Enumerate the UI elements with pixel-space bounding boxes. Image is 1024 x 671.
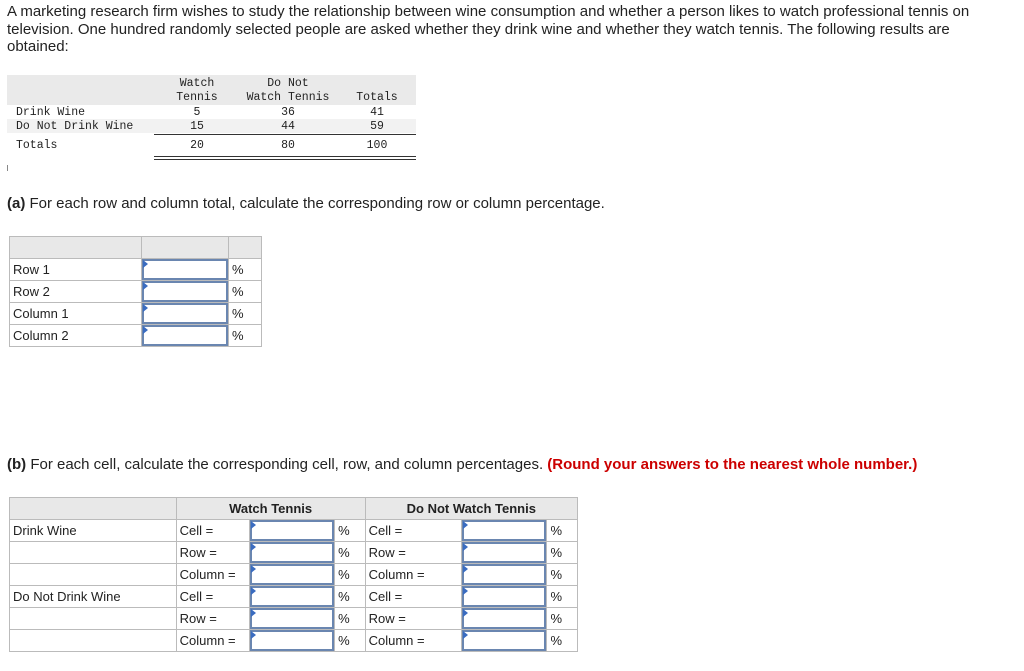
contingency-table <box>7 75 416 171</box>
header-not-watch-tennis: Do Not Watch Tennis <box>365 498 577 520</box>
sub-label: Cell = <box>176 586 249 608</box>
cell: 100 <box>366 139 388 152</box>
sub-label: Column = <box>176 630 249 652</box>
part-a-question <box>7 195 605 212</box>
part-a-label: (a) <box>7 195 26 212</box>
sub-label: Row = <box>176 542 249 564</box>
group-label: Drink Wine <box>10 520 177 542</box>
cell: 80 <box>281 139 295 152</box>
ndw-watch-col-input[interactable] <box>250 630 334 651</box>
divider <box>154 134 416 135</box>
row2-pct-input[interactable] <box>142 281 228 302</box>
header-watch-line2: Tennis <box>176 91 218 104</box>
divider <box>154 159 416 160</box>
header-not-line2: Watch Tennis <box>246 91 330 104</box>
pct-sign: % <box>547 520 578 542</box>
cell: 5 <box>193 106 201 119</box>
sub-label: Column = <box>176 564 249 586</box>
group-label: Do Not Drink Wine <box>10 586 177 608</box>
part-b-label: (b) <box>7 456 27 473</box>
pct-sign: % <box>229 259 262 281</box>
sub-label: Column = <box>365 564 462 586</box>
divider <box>154 156 416 157</box>
row-label: Drink Wine <box>16 106 86 119</box>
sub-label: Cell = <box>176 520 249 542</box>
pct-sign: % <box>335 586 365 608</box>
row-label: Totals <box>16 139 58 152</box>
dw-not-row-input[interactable] <box>462 542 546 563</box>
cell: 20 <box>190 139 204 152</box>
pct-sign: % <box>229 303 262 325</box>
row1-pct-input[interactable] <box>142 259 228 280</box>
ndw-not-row-input[interactable] <box>462 608 546 629</box>
pct-sign: % <box>335 564 365 586</box>
sub-label: Row = <box>365 542 462 564</box>
ndw-watch-row-input[interactable] <box>250 608 334 629</box>
cell: 15 <box>190 120 204 133</box>
pct-sign: % <box>547 608 578 630</box>
pct-sign: % <box>335 608 365 630</box>
row-label: Column 2 <box>10 325 142 347</box>
header-watch-tennis: Watch Tennis <box>176 498 365 520</box>
header-watch-line1: Watch <box>179 77 215 90</box>
part-b-question <box>7 456 917 473</box>
sub-label: Cell = <box>365 586 462 608</box>
part-a-table <box>9 236 262 347</box>
row-label: Column 1 <box>10 303 142 325</box>
dw-not-cell-input[interactable] <box>462 520 546 541</box>
dw-watch-col-input[interactable] <box>250 564 334 585</box>
col2-pct-input[interactable] <box>142 325 228 346</box>
sub-label: Cell = <box>365 520 462 542</box>
cell: 41 <box>370 106 384 119</box>
pct-sign: % <box>229 325 262 347</box>
sub-label: Column = <box>365 630 462 652</box>
rounding-note: (Round your answers to the nearest whole number.) <box>547 456 918 473</box>
part-b-text: For each cell, calculate the corresponding cell, row, and column percentages. <box>26 456 548 473</box>
part-b-table <box>9 497 578 652</box>
dw-watch-cell-input[interactable] <box>250 520 334 541</box>
col1-pct-input[interactable] <box>142 303 228 324</box>
sub-label: Row = <box>365 608 462 630</box>
pct-sign: % <box>229 281 262 303</box>
ndw-watch-cell-input[interactable] <box>250 586 334 607</box>
header-totals: Totals <box>356 91 398 104</box>
pct-sign: % <box>547 564 578 586</box>
header-not-line1: Do Not <box>267 77 309 90</box>
dw-not-col-input[interactable] <box>462 564 546 585</box>
cell: 44 <box>281 120 295 133</box>
pct-sign: % <box>335 520 365 542</box>
row-label: Row 1 <box>10 259 142 281</box>
row-label: Row 2 <box>10 281 142 303</box>
cell: 36 <box>281 106 295 119</box>
problem-statement: A marketing research firm wishes to study the relationship between wine consumption and whether a person likes to watch professional tennis on television. One hundred randomly selected people are asked whether they drink wine and whether they watch tennis. The following results are obtained: <box>7 3 970 55</box>
pct-sign: % <box>547 586 578 608</box>
ndw-not-cell-input[interactable] <box>462 586 546 607</box>
sub-label: Row = <box>176 608 249 630</box>
ndw-not-col-input[interactable] <box>462 630 546 651</box>
pct-sign: % <box>547 630 578 652</box>
part-a-text: For each row and column total, calculate the corresponding row or column percentage. <box>25 195 605 212</box>
row-label: Do Not Drink Wine <box>16 120 134 133</box>
pct-sign: % <box>335 630 365 652</box>
cell: 59 <box>370 120 384 133</box>
pct-sign: % <box>547 542 578 564</box>
dw-watch-row-input[interactable] <box>250 542 334 563</box>
pct-sign: % <box>335 542 365 564</box>
